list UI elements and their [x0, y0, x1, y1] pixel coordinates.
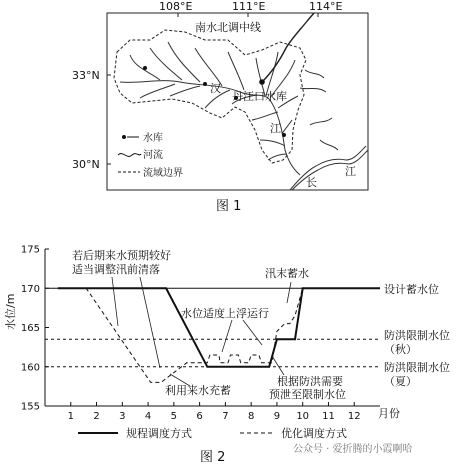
annotation-b: 汛末蓄水: [265, 267, 309, 280]
y-axis-label: 水位/m: [4, 293, 17, 330]
legend-river-label: 河流: [143, 150, 163, 161]
label-canal: 南水北调中线: [195, 21, 261, 34]
figure1-caption: 图 1: [216, 199, 242, 214]
map-figure: [72, 0, 368, 214]
legend-reservoir: [122, 131, 163, 144]
x-tick-label: 5: [170, 411, 178, 422]
x-tick-label: 2: [93, 411, 100, 422]
reservoir-icon: [203, 82, 207, 86]
canal-middle-route: [262, 13, 314, 82]
reservoir-legend-icon: [122, 135, 126, 139]
reservoir-icon: [259, 79, 265, 85]
figure2-caption: 图 2: [200, 450, 226, 465]
label-flood-autumn-season: （秋）: [384, 343, 417, 356]
x-tick-label: 4: [144, 411, 152, 422]
y-tick-label: 175: [20, 244, 40, 256]
map-legend: [118, 131, 183, 179]
longitude-111: 111°E: [232, 0, 266, 13]
reservoir-icon: [143, 66, 147, 70]
reservoir-icon: [282, 133, 286, 137]
annotation-a-line2: 适当调整汛前清落: [72, 263, 160, 276]
annotation-a-line1: 若后期来水预期较好: [72, 249, 171, 262]
label-flood-summer: 防洪限制水位: [384, 361, 450, 374]
legend-river: [118, 148, 163, 161]
legend-boundary-label: 流域边界: [143, 168, 183, 179]
x-tick-label: 1: [67, 411, 74, 422]
y-tick-label: 155: [20, 401, 40, 413]
series-regular-line: [58, 288, 380, 367]
x-tick-label: 11: [322, 411, 335, 422]
label-flood-summer-season: （夏）: [384, 375, 417, 388]
legend-reservoir-label: 水库: [143, 133, 163, 144]
watermark: 公众号 · 爱折腾的小霞啊哈: [293, 444, 413, 455]
annotation-c: 水位适度上浮运行: [181, 307, 269, 320]
legend-regular-label: 规程调度方式: [126, 427, 192, 440]
annotation-d: 利用来水充蓄: [165, 384, 231, 397]
latitude-30: 30°N: [72, 158, 100, 171]
label-han: 汉: [210, 82, 221, 95]
yangtze-river: [290, 146, 368, 190]
label-flood-autumn: 防洪限制水位: [384, 329, 450, 342]
y-tick-label: 165: [20, 323, 40, 334]
annotation-e-line1: 根据防洪需要: [277, 375, 343, 388]
x-tick-label: 12: [347, 411, 361, 422]
label-chang: 长: [306, 176, 317, 189]
label-jiang-outer: 江: [345, 165, 356, 178]
chart-legend: [78, 426, 347, 440]
x-tick-label: 6: [196, 411, 203, 422]
x-tick-label: 8: [247, 411, 255, 422]
series-optimized-line: [58, 288, 380, 382]
y-tick-label: 170: [20, 283, 40, 295]
longitude-114: 114°E: [309, 0, 343, 13]
label-reservoir: 丹江口水库: [232, 90, 287, 103]
label-jiang-inner: 江: [270, 122, 281, 135]
x-tick-label: 7: [222, 411, 229, 422]
x-tick-label: 3: [119, 411, 126, 422]
y-tick-label: 160: [20, 362, 40, 374]
legend-optimized-label: 优化调度方式: [281, 427, 347, 440]
longitude-108: 108°E: [159, 0, 193, 13]
x-tick-label: 9: [273, 411, 281, 422]
x-tick-label: 10: [296, 411, 310, 422]
water-level-chart: [3, 245, 450, 466]
annotation-e-line2: 预泄至限制水位: [269, 388, 346, 401]
river-legend-icon: [118, 154, 141, 157]
latitude-33: 33°N: [72, 69, 100, 82]
label-design-level: 设计蓄水位: [384, 283, 439, 296]
annotation-leaders: [112, 277, 291, 386]
legend-boundary: [118, 166, 183, 179]
x-axis-unit: 月份: [378, 407, 400, 420]
